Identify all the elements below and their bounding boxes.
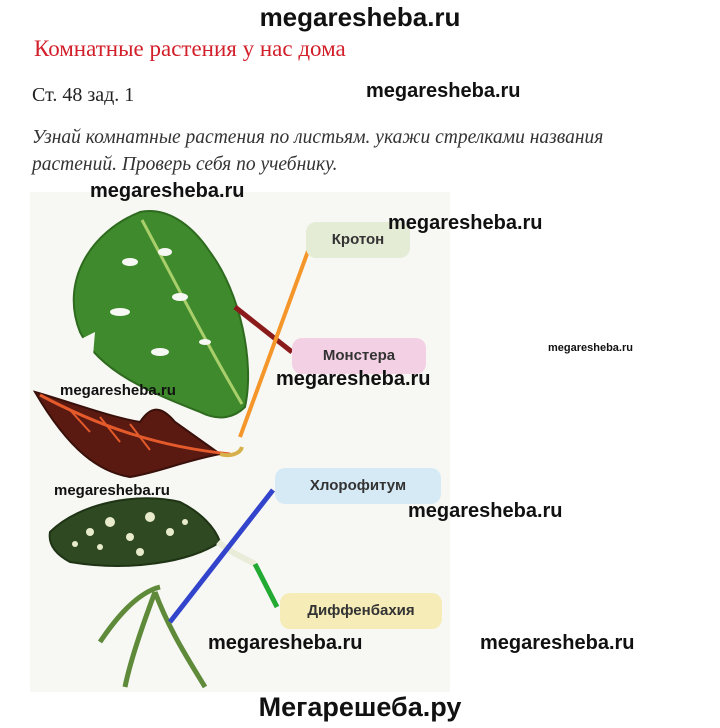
label-monstera: Монстера [292,338,426,374]
watermark: megaresheba.ru [54,482,170,499]
watermark-top: megaresheba.ru [259,2,461,32]
connector-dieffenbachia [255,564,277,607]
watermark: megaresheba.ru [60,382,176,399]
watermark: megaresheba.ru [208,632,363,654]
task-text: Узнай комнатные растения по листьям. укажи стрелками названия растений. Проверь себя по учебнику. [32,127,604,175]
watermark: megaresheba.ru [366,80,521,102]
plant-figure [30,192,450,692]
page-title: Комнатные растения у нас дома [34,36,346,61]
watermark: megaresheba.ru [388,212,543,234]
footer-watermark: Мегарешеба.ру [258,692,462,722]
watermark: megaresheba.ru [548,342,633,354]
chlorophytum-leaves-image [100,587,205,687]
watermark: megaresheba.ru [480,632,635,654]
label-dieffenbachia: Диффенбахия [280,593,442,629]
label-chlorophytum: Хлорофитум [275,468,441,504]
watermark: megaresheba.ru [408,500,563,522]
watermark: megaresheba.ru [276,368,431,390]
exercise-reference: Ст. 48 зад. 1 [32,84,135,106]
connector-croton [240,232,315,437]
watermark: megaresheba.ru [90,180,245,202]
label-croton: Кротон [306,222,410,258]
